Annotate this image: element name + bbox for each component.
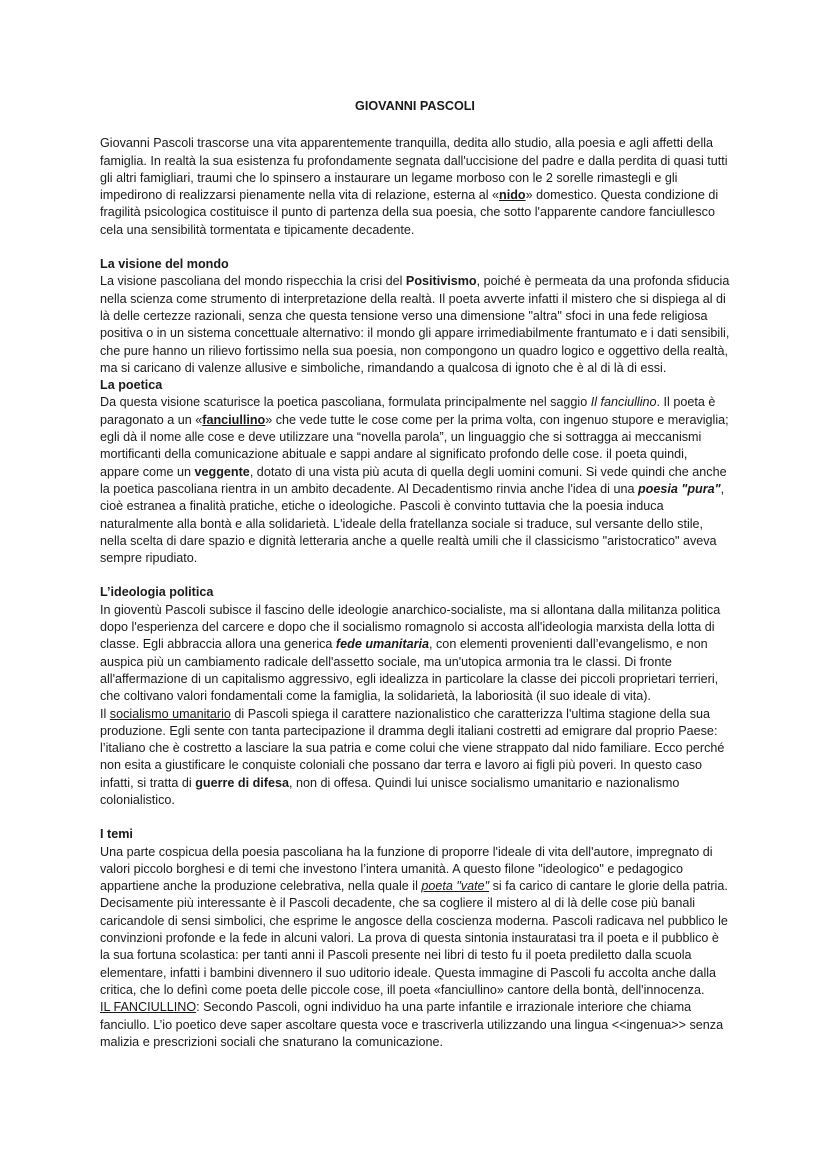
ideologia-paragraph-1: In gioventù Pascoli subisce il fascino delle ideologie anarchico-socialiste, ma si allontana dalla militanza politica dopo l'esperienza del carcere e dopo che il socialismo romagnolo si accosta all'ideologia marxista della lotta di classe. Egli abbraccia allora una generica fede umanitaria, con elementi provenienti dall’evangelismo, e non auspica più un cambiamento radicale dell'assetto sociale, ma un'utopica armonia tra le classi. Di fronte all'affermazione di un capitalismo aggressivo, egli idealizza in particolare la classe dei piccoli proprietari terrieri, che coltivano valori fondamentali come la famiglia, la solidarietà, la laboriosità (il suo ideale di vita). <box>100 602 721 704</box>
section-heading-poetica: La poetica <box>100 378 163 393</box>
veggente-term: veggente <box>194 464 250 479</box>
poesia-term: poesia <box>637 481 678 496</box>
positivismo-term: Positivismo <box>405 274 477 289</box>
ideologia-paragraph-2: Il socialismo umanitario di Pascoli spiega il carattere nazionalistico che caratterizza l'ultima stagione della sua produzione. Egli sente con tanta partecipazione il dramma degli italiani costretti ad emigrare dal proprio Paese: l’italiano che è costretto a lasciare la sua patria e come colui che viene strappato dal nido familiare. Ecco perché non esita a giustificare le conquiste coloniali che possano dar terra e lavoro ai figli più poveri. In questo caso infatti, si tratta di guerre di difesa, non di offesa. Quindi lui unisce socialismo umanitario e nazionalismo colonialistico. <box>100 706 725 807</box>
document-title: GIOVANNI PASCOLI <box>355 99 475 113</box>
nido-term: nido <box>499 188 526 203</box>
intro-paragraph: Giovanni Pascoli trascorse una vita apparentemente tranquilla, dedita allo studio, alla poesia e agli affetti della famiglia. In realtà la sua esistenza fu profondamente segnata dall'uccisione del padre e dalla perdita di quasi tutti gli altri famigliari, traumi che lo spinsero a instaurare un legame morboso con le 2 sorelle rimastegli e gli impedirono di realizzarsi pienamente nella vita di relazione, esterna al «nido» domestico. Questa condizione di fragilità psicologica costituisce il punto di partenza della sua poesia, che sotto l'apparente candore fanciullesco cela una sensibilità tormentata e tipicamente decadente. <box>100 136 728 237</box>
fanciullino-paragraph: IL FANCIULLINO: Secondo Pascoli, ogni individuo ha una parte infantile e irrazionale interiore che chiama fanciullo. L’io poetico deve saper ascoltare questa voce e trascriverla utilizzando una lingua <<ingenua>> senza malizia e prescrizioni sociali che snaturano la comunicazione. <box>100 1000 724 1049</box>
pura-term: "pura" <box>681 481 721 496</box>
section-heading-temi: I temi <box>100 827 133 842</box>
guerre-di-difesa-term: guerre di difesa <box>195 775 289 790</box>
poetica-paragraph: Da questa visione scaturisce la poetica pascoliana, formulata principalmente nel saggio Il fanciullino. Il poeta è paragonato a un «fanciullino» che vede tutte le cose come per la prima volta, con ingenuo stupore e meraviglia; egli dà il nome alle cose e deve utilizzare una “novella parola”, un linguaggio che si sottragga ai meccanismi mortificanti della comunicazione abituale e sappi andare al significato profondo delle cose. il poeta quindi, appare come un veggente, dotato di una vista più acuta di quella degli uomini comuni. Si vede quindi che anche la poetica pascoliana rientra in un ambito decadente. Al Decadentismo rinvia anche l'idea di una poesia "pura", cioè estranea a finalità pratiche, etiche o ideologiche. Pascoli è convinto tuttavia che la poesia induca naturalmente alla bontà e alla solidarietà. L'ideale della fratellanza sociale si traduce, sul versante dello stile, nella scelta di dare spazio e dignità letteraria anche a quelle realtà umili che il classicismo "aristocratico" aveva sempre ripudiato. <box>100 395 729 566</box>
fede-umanitaria-term: fede umanitaria <box>335 637 430 652</box>
visione-paragraph: La visione pascoliana del mondo rispecchia la crisi del Positivismo, poiché è permeata da una profonda sfiducia nella scienza come strumento di interpretazione della realtà. Il poeta avverte infatti il mistero che si dispiega al di là delle certezze razionali, senza che questa tensione verso una dimensione "altra" sfoci in una fede religiosa positiva o in un sistema concettuale alternativo: il mondo gli appare irrimediabilmente frantumato e i dati sensibili, che pure hanno un rilievo fortissimo nella sua poesia, non compongono un quadro logico e oggettivo della realtà, ma si caricano di valenze allusive e simboliche, rimandando a qualcosa di ignoto che è al di là di essi. <box>100 274 730 375</box>
fanciullino-term: fanciullino <box>202 412 266 427</box>
temi-paragraph: Una parte cospicua della poesia pascoliana ha la funzione di proporre l'ideale di vita dell'autore, impregnato di valori piccolo borghesi e di temi che investono l’intera umanità. A questo filone "ideologico" e pedagogico appartiene anche la produzione celebrativa, nella quale il poeta "vate" si fa carico di cantare le glorie della patria. Decisamente più interessante è il Pascoli decadente, che sa cogliere il mistero al di là delle cose più banali caricandole di sensi simbolici, che esprime le angosce della coscienza moderna. Pascoli radicava nel pubblico le convinzioni profonde e la fede in alcuni valori. La prova di questa sintonia instauratasi tra il poeta e il pubblico è la sua fortuna scolastica: per tanti anni il Pascoli presente nei libri di testo fu il poeta prediletto dalla scuola elementare, infatti i bambini divennero il suo uditorio ideale. Questa immagine di Pascoli fu accolta anche dalla critica, che lo definì come poeta delle piccole cose, ill poeta «fanciullino» cantore della bontà, dell'innocenza. <box>100 844 728 997</box>
saggio-title: Il fanciullino <box>590 395 657 410</box>
poeta-vate-term: poeta "vate" <box>421 879 490 894</box>
fanciullino-label: IL FANCIULLINO <box>100 1000 197 1015</box>
section-heading-ideologia: L’ideologia politica <box>100 585 214 600</box>
section-heading-visione: La visione del mondo <box>100 257 229 272</box>
socialismo-umanitario-term: socialismo umanitario <box>109 706 231 721</box>
